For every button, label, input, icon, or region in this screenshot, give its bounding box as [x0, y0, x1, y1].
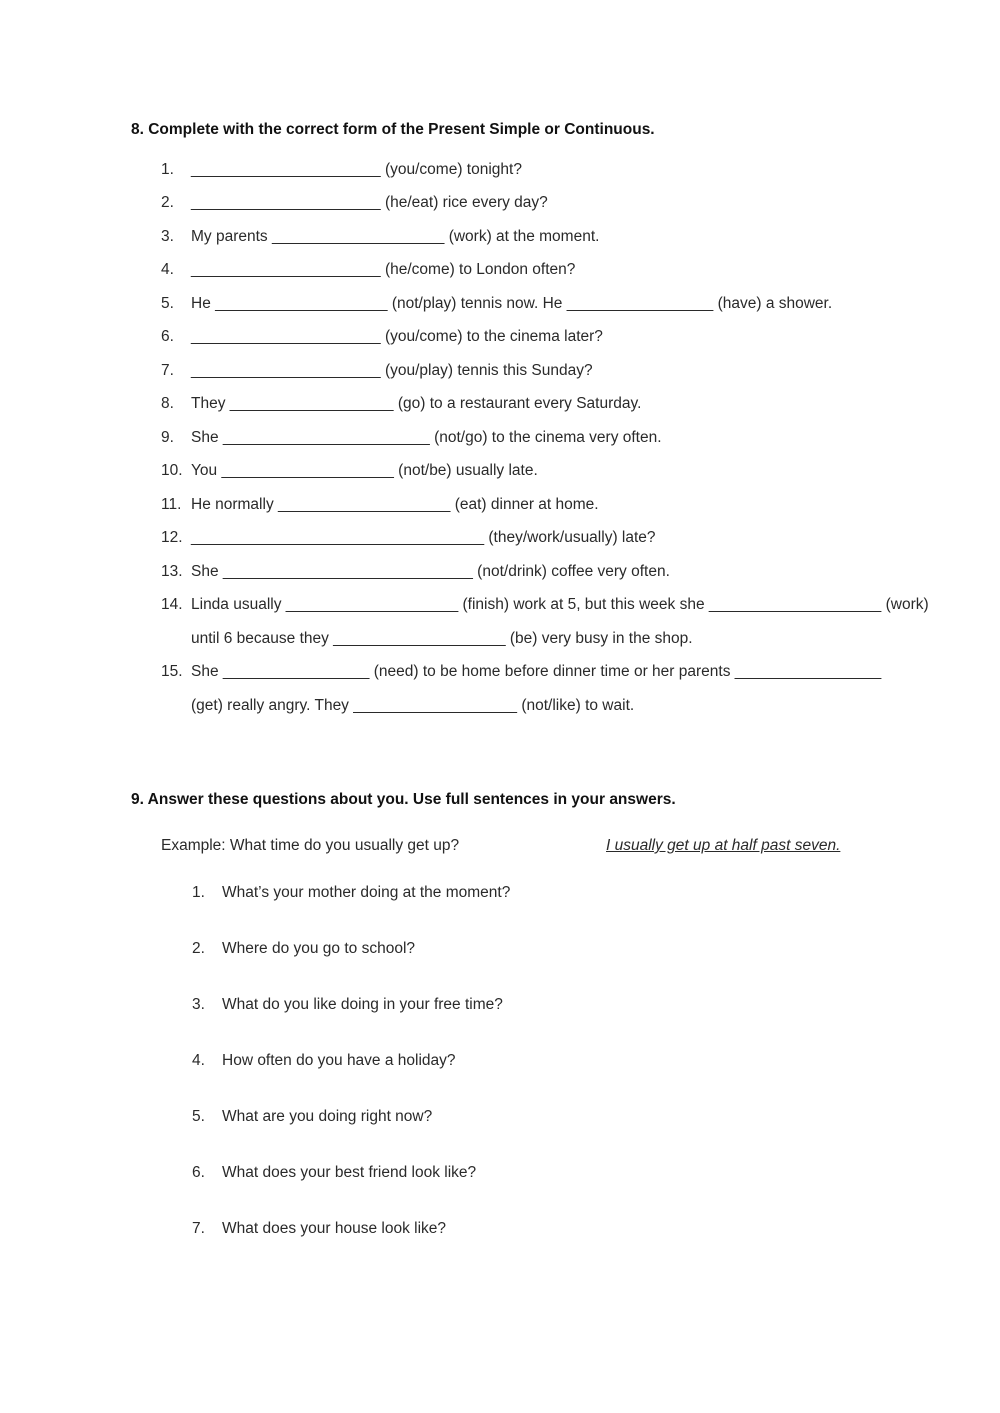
item-number: 15.	[161, 663, 183, 680]
item-number: 4.	[161, 261, 174, 278]
item-text: She _____________________________ (not/drink) coffee very often.	[191, 563, 670, 580]
item-number: 14.	[161, 596, 183, 613]
question-text: What are you doing right now?	[222, 1108, 433, 1125]
item-number: 12.	[161, 529, 183, 546]
item-text: ______________________ (he/eat) rice every day?	[191, 194, 548, 211]
item-number: 7.	[161, 362, 174, 379]
item-number: 1.	[161, 161, 174, 178]
item-number: 8.	[161, 395, 174, 412]
question-text: Where do you go to school?	[222, 940, 416, 957]
item-text: ______________________ (you/come) to the cinema later?	[191, 328, 603, 345]
item-text: She _________________ (need) to be home before dinner time or her parents _________________	[191, 663, 882, 680]
question-number: 5.	[192, 1108, 205, 1125]
question-text: What does your house look like?	[222, 1220, 447, 1237]
item-text-continued: until 6 because they ____________________ (be) very busy in the shop.	[191, 630, 693, 647]
item-text: ______________________ (you/play) tennis this Sunday?	[191, 362, 593, 379]
item-text: ______________________ (you/come) tonight?	[191, 161, 522, 178]
example-question: Example: What time do you usually get up?	[161, 837, 460, 854]
question-number: 2.	[192, 940, 205, 957]
item-text: __________________________________ (they/work/usually) late?	[191, 529, 656, 546]
question-text: What’s your mother doing at the moment?	[222, 884, 511, 901]
item-number: 13.	[161, 563, 183, 580]
section-8-heading: 8. Complete with the correct form of the Present Simple or Continuous.	[131, 121, 655, 138]
item-number: 9.	[161, 429, 174, 446]
question-text: What does your best friend look like?	[222, 1164, 477, 1181]
item-text: My parents ____________________ (work) at the moment.	[191, 228, 600, 245]
item-number: 10.	[161, 462, 183, 479]
question-number: 6.	[192, 1164, 205, 1181]
item-number: 2.	[161, 194, 174, 211]
example-answer: I usually get up at half past seven.	[606, 837, 841, 854]
item-number: 3.	[161, 228, 174, 245]
question-number: 3.	[192, 996, 205, 1013]
item-text-continued: (get) really angry. They ___________________ (not/like) to wait.	[191, 697, 635, 714]
item-text: Linda usually ____________________ (finish) work at 5, but this week she ____________________ (work)	[191, 596, 929, 613]
section-9-heading: 9. Answer these questions about you. Use full sentences in your answers.	[131, 791, 676, 808]
question-number: 7.	[192, 1220, 205, 1237]
item-text: She ________________________ (not/go) to the cinema very often.	[191, 429, 662, 446]
question-number: 4.	[192, 1052, 205, 1069]
question-text: How often do you have a holiday?	[222, 1052, 456, 1069]
item-text: They ___________________ (go) to a restaurant every Saturday.	[191, 395, 642, 412]
item-number: 6.	[161, 328, 174, 345]
question-text: What do you like doing in your free time?	[222, 996, 503, 1013]
question-number: 1.	[192, 884, 205, 901]
item-text: He ____________________ (not/play) tennis now. He _________________ (have) a shower.	[191, 295, 833, 312]
item-text: ______________________ (he/come) to London often?	[191, 261, 576, 278]
item-text: He normally ____________________ (eat) dinner at home.	[191, 496, 599, 513]
item-number: 5.	[161, 295, 174, 312]
item-number: 11.	[161, 496, 182, 513]
item-text: You ____________________ (not/be) usually late.	[191, 462, 538, 479]
